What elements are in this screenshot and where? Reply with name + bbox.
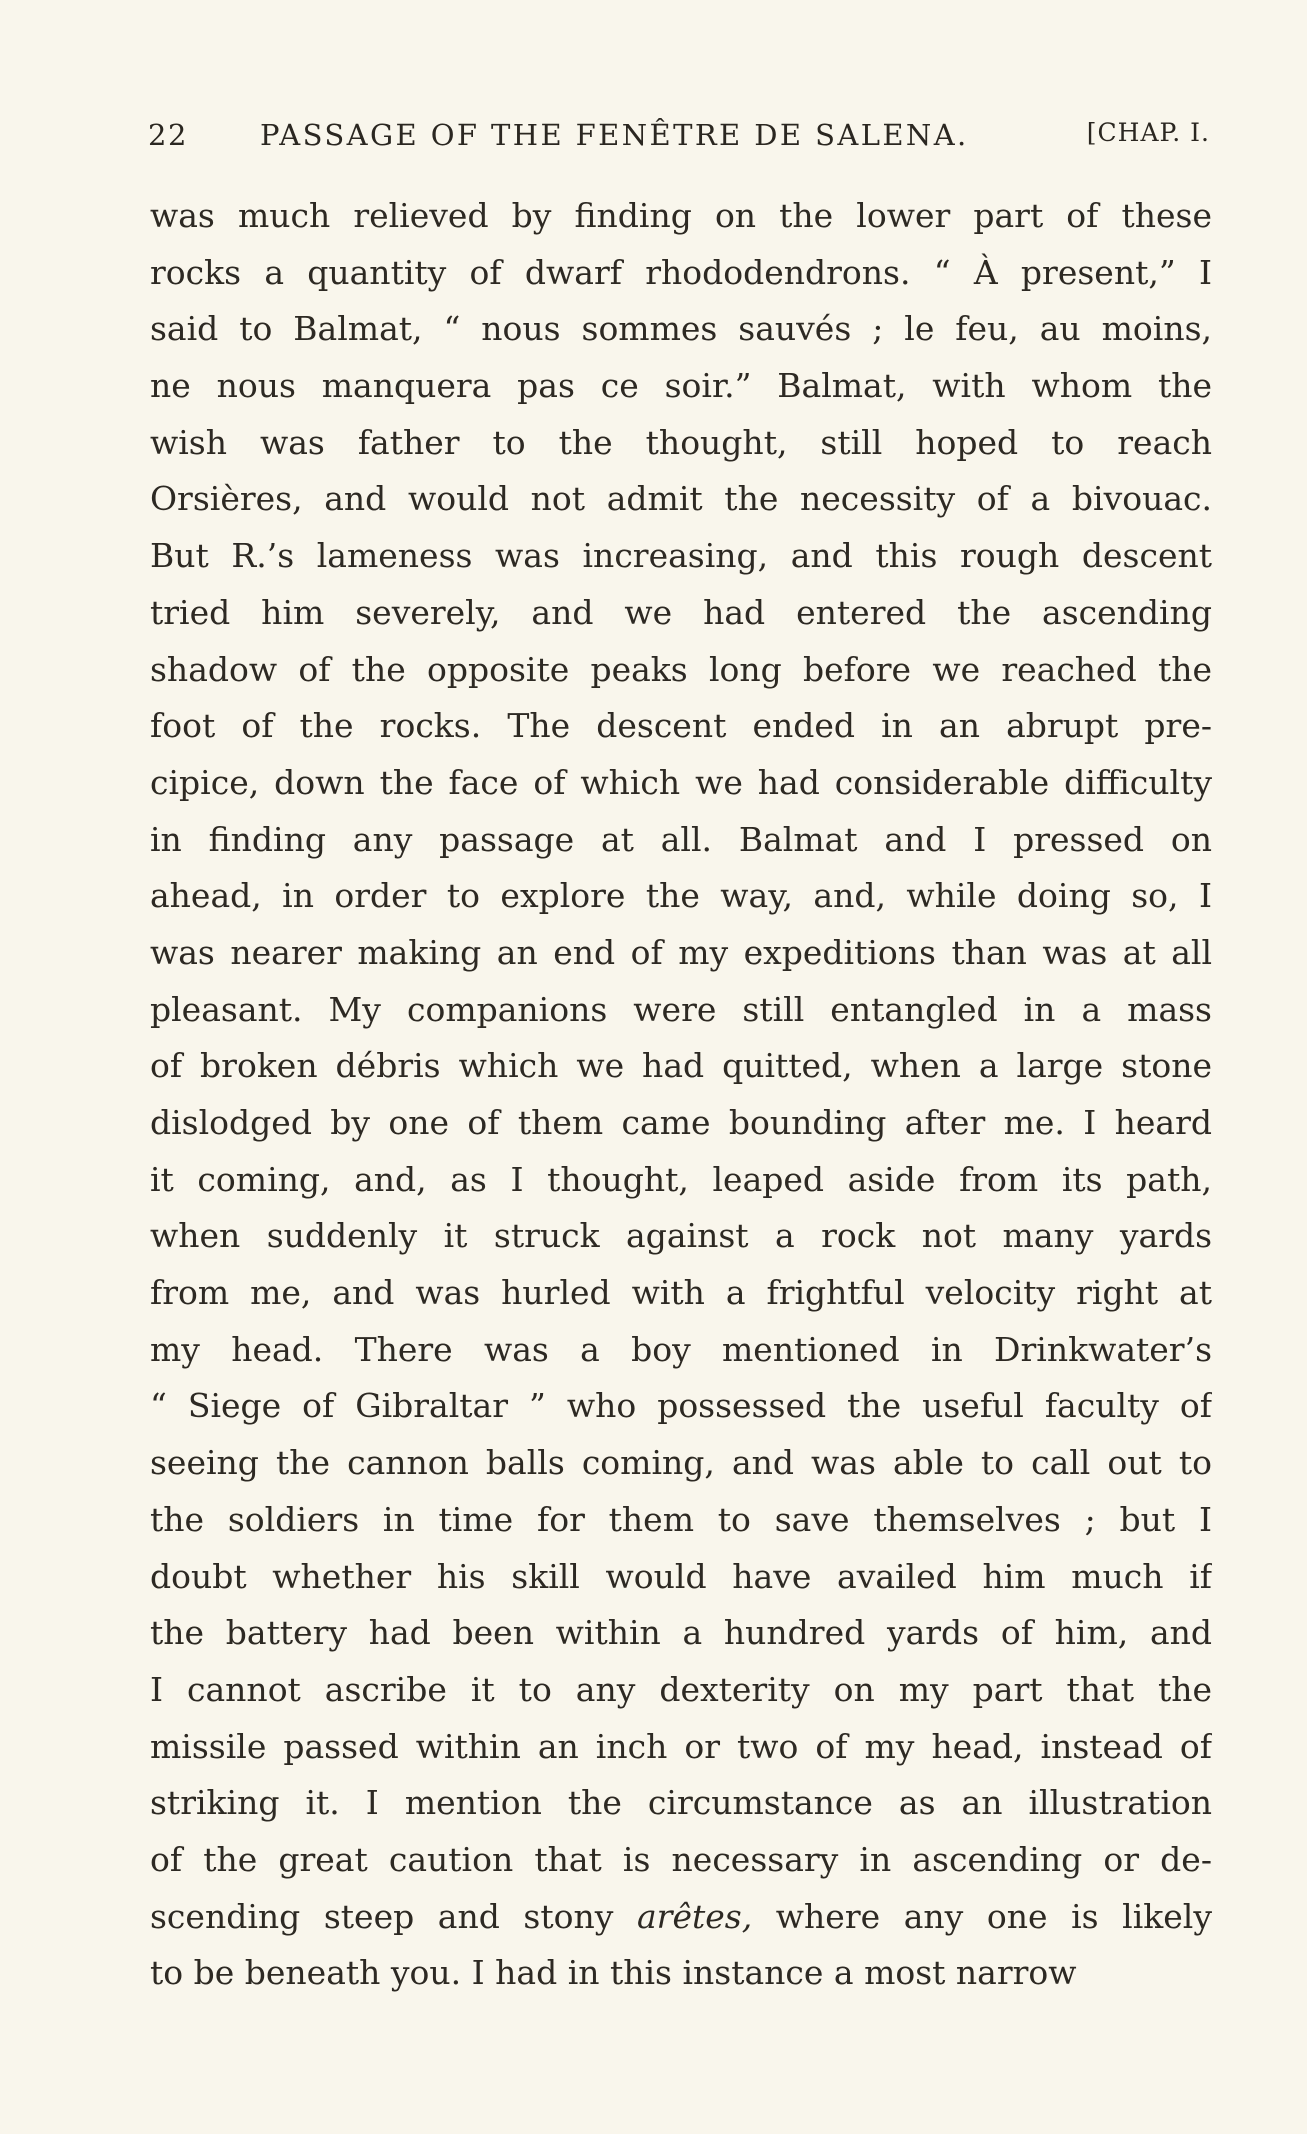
text-line: foot of the rocks. The descent ended in an abrupt pre-: [150, 706, 1212, 746]
text-line: from me, and was hurled with a frightful velocity right at: [150, 1273, 1212, 1313]
text-line: Orsières, and would not admit the necessity of a bivouac.: [150, 479, 1212, 519]
text-line: was much relieved by finding on the lower part of these: [150, 196, 1212, 235]
text-line: it coming, and, as I thought, leaped aside from its path,: [150, 1159, 1212, 1199]
text-line: of the great caution that is necessary in ascending or de-: [150, 1839, 1212, 1879]
text-segment: scending steep and stony: [150, 1896, 614, 1936]
text-line: pleasant. My companions were still entangled in a mass: [150, 989, 1212, 1029]
text-line: the battery had been within a hundred yards of him, and: [150, 1613, 1212, 1653]
text-line: to be beneath you. I had in this instance a most narrow: [150, 1953, 1077, 1993]
running-title: PASSAGE OF THE FENÊTRE DE SALENA.: [260, 118, 969, 152]
text-line: striking it. I mention the circumstance as an illustration: [150, 1783, 1212, 1823]
text-line: doubt whether his skill would have availed him much if: [150, 1556, 1212, 1596]
italic-term: arêtes,: [637, 1896, 753, 1936]
text-line: “ Siege of Gibraltar ” who possessed the useful faculty of: [150, 1386, 1212, 1426]
text-line: wish was father to the thought, still hoped to reach: [150, 422, 1212, 462]
text-line: But R.’s lameness was increasing, and this rough descent: [150, 536, 1212, 576]
text-line: when suddenly it struck against a rock not many yards: [150, 1216, 1212, 1256]
text-line: in finding any passage at all. Balmat and I pressed on: [150, 819, 1212, 859]
chapter-reference: [CHAP. I.: [1086, 118, 1210, 147]
text-line: cipice, down the face of which we had considerable difficulty: [150, 762, 1212, 802]
text-segment: where any one is likely: [775, 1896, 1212, 1936]
text-line: said to Balmat, “ nous sommes sauvés ; le feu, au moins,: [150, 309, 1212, 349]
page-header: [148, 112, 1210, 160]
text-line: ne nous manquera pas ce soir.” Balmat, with whom the: [150, 366, 1212, 406]
text-line: tried him severely, and we had entered the ascending: [150, 592, 1212, 632]
page-number: 22: [148, 118, 188, 152]
text-line: rocks a quantity of dwarf rhododendrons. “ À present,” I: [150, 252, 1212, 292]
text-line: the soldiers in time for them to save themselves ; but I: [150, 1499, 1212, 1539]
text-line: of broken débris which we had quitted, when a large stone: [150, 1046, 1212, 1086]
text-line: missile passed within an inch or two of my head, instead of: [150, 1726, 1212, 1766]
text-line: I cannot ascribe it to any dexterity on my part that the: [150, 1669, 1212, 1709]
text-line: dislodged by one of them came bounding after me. I heard: [150, 1103, 1212, 1142]
text-line: ahead, in order to explore the way, and, while doing so, I: [150, 876, 1212, 916]
text-line: shadow of the opposite peaks long before we reached the: [150, 649, 1212, 689]
text-line: [150, 1889, 1212, 1946]
text-line: was nearer making an end of my expeditions than was at all: [150, 932, 1212, 972]
text-line: seeing the cannon balls coming, and was able to call out to: [150, 1443, 1212, 1483]
body-text: [150, 188, 1212, 2002]
text-line: my head. There was a boy mentioned in Drinkwater’s: [150, 1329, 1212, 1369]
